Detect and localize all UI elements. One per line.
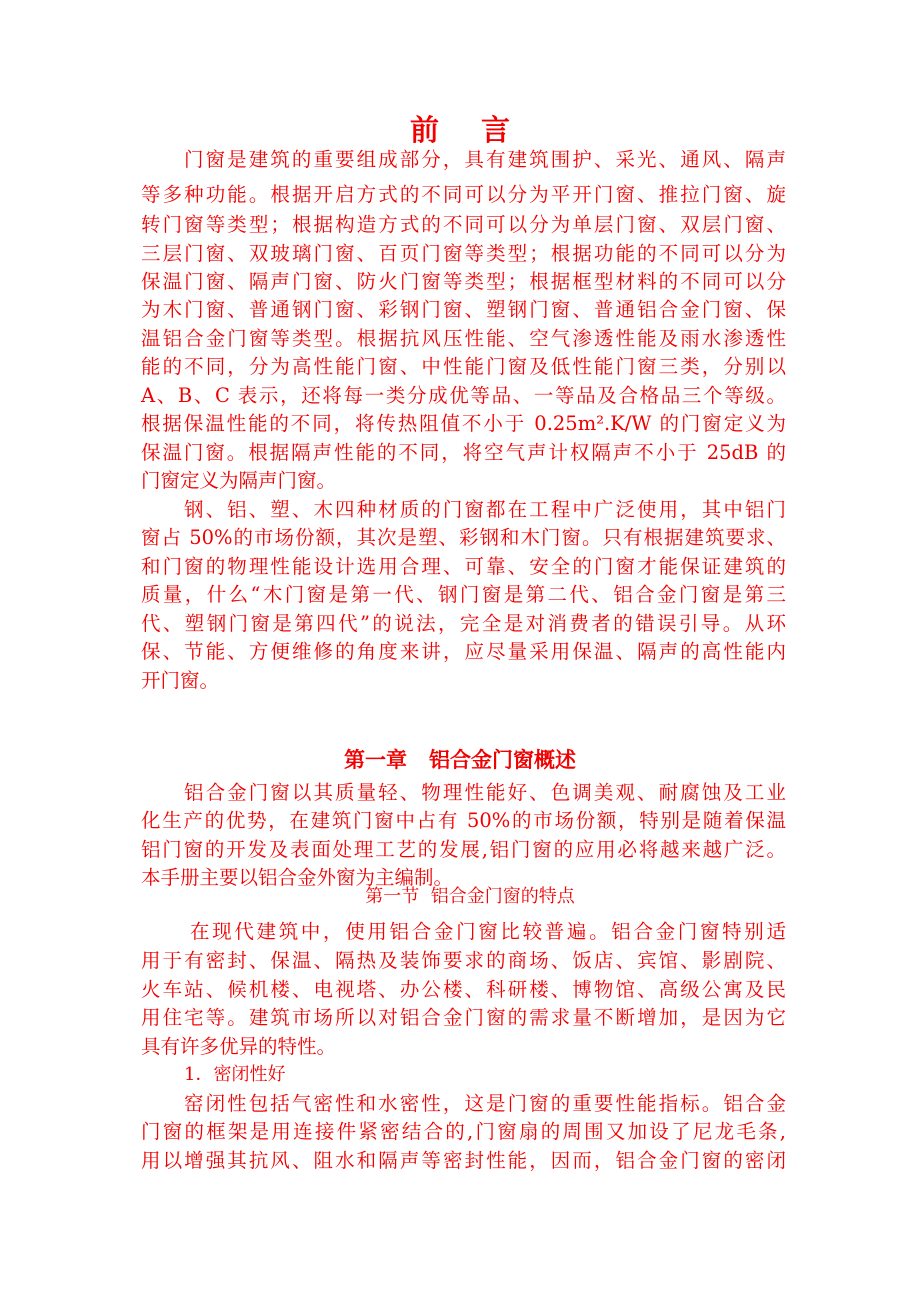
section-line: 具有许多优异的特性。 — [141, 1035, 337, 1058]
chapter-intro-line: 铝门窗的开发及表面处理工艺的发展,铝门窗的应用必将越来越广泛。 — [141, 838, 786, 861]
section-title: 第一节 铝合金门窗的特点 — [365, 886, 575, 907]
preface-p1-line: 能的不同，分为高性能门窗、中性能门窗及低性能门窗三类，分别以 — [141, 355, 786, 378]
section-line: 用住宅等。建筑市场所以对铝合金门窗的需求量不断增加，是因为它 — [141, 1006, 786, 1029]
preface-p1-line: 门窗是建筑的重要组成部分，具有建筑围护、采光、通风、隔声 — [184, 148, 786, 171]
preface-p2-line: 质量，什么“木门窗是第一代、钢门窗是第二代、铝合金门窗是第三 — [141, 583, 786, 606]
section-line: 火车站、候机楼、电视塔、办公楼、科研楼、博物馆、高级公寓及民 — [141, 978, 786, 1001]
preface-p1-line: 转门窗等类型；根据构造方式的不同可以分为单层门窗、双层门窗、 — [141, 213, 786, 236]
preface-p2-line: 开门窗。 — [141, 669, 220, 692]
preface-p2-line: 钢、铝、塑、木四种材质的门窗都在工程中广泛使用，其中铝门 — [184, 498, 786, 521]
item-line: 窑闭性包括气密性和水密性，这是门窗的重要性能指标。铝合金 — [184, 1092, 786, 1115]
item-line: 用以增强其抗风、阻水和隔声等密封性能，因而，铝合金门窗的密闭 — [141, 1149, 786, 1172]
preface-p1-line: 等多种功能。根据开启方式的不同可以分为平开门窗、推拉门窗、旋 — [141, 183, 786, 206]
preface-p1-line: 保温门窗。根据隔声性能的不同，将空气声计权隔声不小于 25dB 的 — [141, 441, 786, 464]
preface-p1-line: 根据保温性能的不同，将传热阻值不小于 0.25m².K/W 的门窗定义为 — [141, 412, 786, 435]
chapter-intro-line: 化生产的优势，在建筑门窗中占有 50%的市场份额，特别是随着保温 — [141, 809, 786, 832]
chapter-intro-line: 本手册主要以铝合金外窗为主编制。 — [141, 866, 454, 889]
preface-p1-line: 保温门窗、隔声门窗、防火门窗等类型；根据框型材料的不同可以分 — [141, 270, 786, 293]
chapter-intro-line: 铝合金门窗以其质量轻、物理性能好、色调美观、耐腐蚀及工业 — [184, 781, 786, 804]
preface-p2-line: 代、塑钢门窗是第四代”的说法，完全是对消费者的错误引导。从环 — [141, 612, 786, 635]
chapter-title: 第一章 铝合金门窗概述 — [344, 748, 576, 772]
preface-p1-line: 温铝合金门窗等类型。根据抗风压性能、空气渗透性能及雨水渗透性 — [141, 327, 786, 350]
preface-p1-line: 门窗定义为隔声门窗。 — [141, 469, 337, 492]
preface-p1-line: 为木门窗、普通钢门窗、彩钢门窗、塑钢门窗、普通铝合金门窗、保 — [141, 298, 786, 321]
section-line: 在现代建筑中，使用铝合金门窗比较普遍。铝合金门窗特别适 — [190, 920, 786, 943]
preface-p2-line: 窗占 50%的市场份额，其次是塑、彩钢和木门窗。只有根据建筑要求、 — [141, 526, 786, 549]
item-line: 门窗的框架是用连接件紧密结合的,门窗扇的周围又加设了尼龙毛条, — [141, 1120, 786, 1143]
item-heading: 1．密闭性好 — [184, 1064, 286, 1085]
preface-title: 前 言 — [409, 113, 527, 147]
preface-p1-line: A、B、C 表示，还将每一类分成优等品、一等品及合格品三个等级。 — [141, 384, 786, 407]
preface-p1-line: 三层门窗、双玻璃门窗、百页门窗等类型；根据功能的不同可以分为 — [141, 242, 786, 265]
preface-p2-line: 保、节能、方便维修的角度来讲，应尽量采用保温、隔声的高性能内 — [141, 640, 786, 663]
section-line: 用于有密封、保温、隔热及装饰要求的商场、饭店、宾馆、影剧院、 — [141, 949, 786, 972]
preface-p2-line: 和门窗的物理性能设计选用合理、可靠、安全的门窗才能保证建筑的 — [141, 555, 786, 578]
